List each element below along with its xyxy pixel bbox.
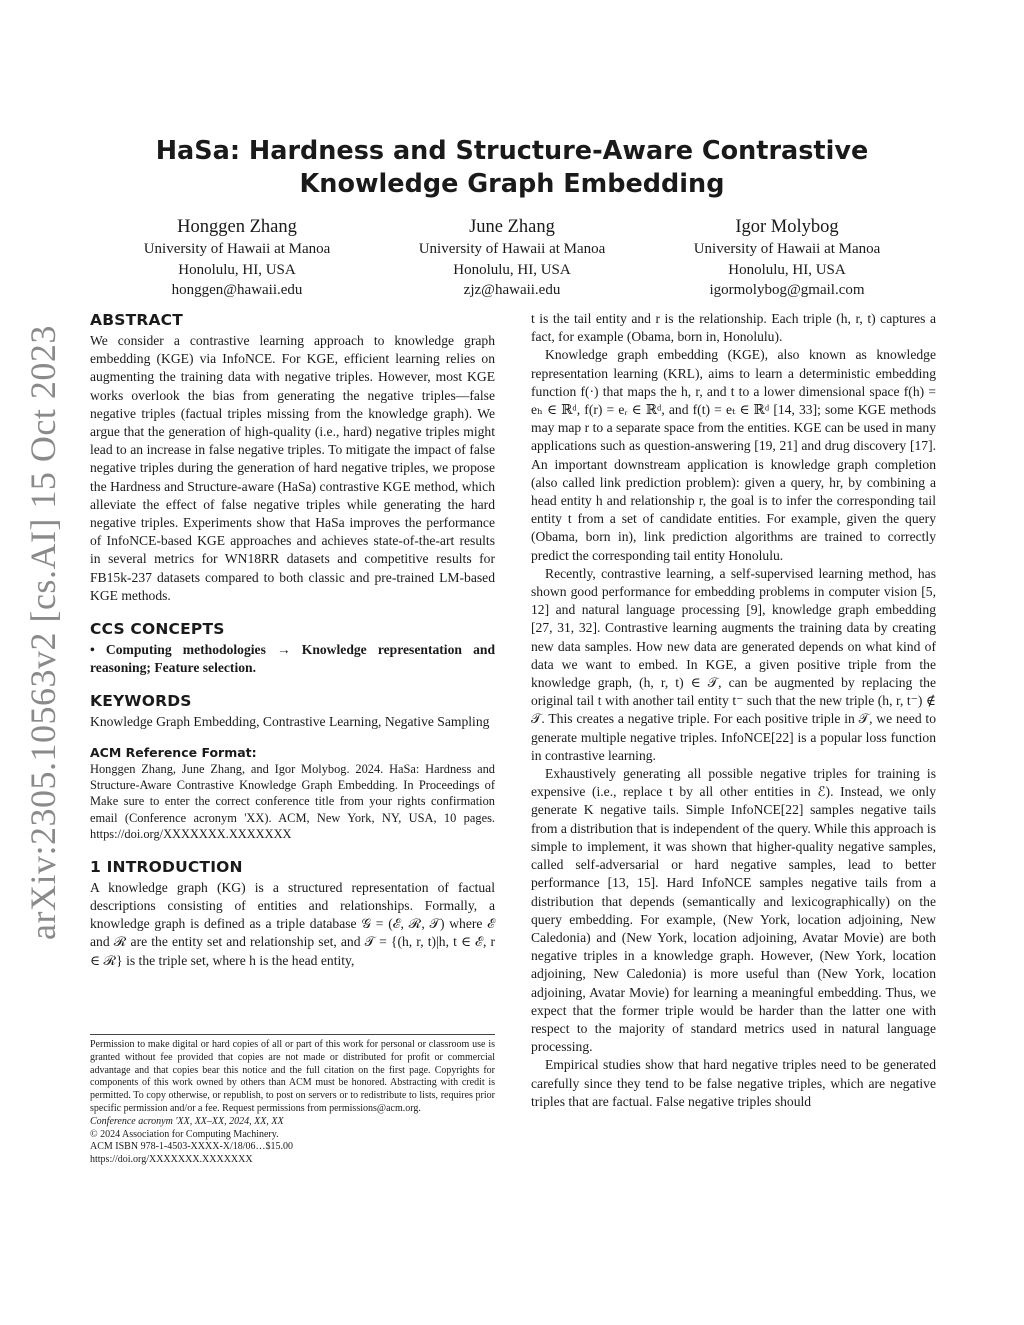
acm-reference-heading: ACM Reference Format: bbox=[90, 744, 257, 760]
introduction-heading: 1 INTRODUCTION bbox=[90, 857, 243, 876]
ccs-heading: CCS CONCEPTS bbox=[90, 620, 225, 639]
abstract-heading: ABSTRACT bbox=[90, 311, 184, 329]
intro-paragraph: Exhaustively generating all possible negative triples for training is expensive (i.e., replace t by all other entities in ℰ). Instead, we only generate K negative tails. Simple InfoNCE[22] samples negative tails from a distribution that is independent of the query. While this approach is simple to implement, it was shown that higher-quality negative samples, called self-adversarial or hard negative samples, lead to better performance [13, 15]. Hard InfoNCE samples negative tails from a distribution that depends (semantically and lexicographically) on the query embedding. For example, (New York, location adjoining, New Caledonia) and (New York, location adjoining, Avatar Movie) are both negative triples in a knowledge graph. However, (New York, location adjoining, New Caledonia) is more useful than (New York, location adjoining, Avatar Movie) for learning a meaningful embedding. Thus, we expect that the former triple would be harder than the latter one with respect to the majority of standard metrics used in natural language processing. bbox=[531, 766, 936, 1055]
left-column bbox=[90, 310, 495, 970]
permission-text: Permission to make digital or hard copies of all or part of this work for personal or classroom use is granted without fee provided that copies are not made or distributed for profit or commercial advantage and that copies bear this notice and the full citation on the first page. Copyrights for components of this work owned by others than ACM must be honored. Abstracting with credit is permitted. To copy otherwise, or republish, to post on servers or to redistribute to lists, requires prior specific permission and/or a fee. Request permissions from permissions@acm.org. bbox=[90, 1039, 495, 1114]
keywords-heading: KEYWORDS bbox=[90, 692, 192, 711]
author-location: Honolulu, HI, USA bbox=[178, 261, 296, 278]
isbn-line: ACM ISBN 978-1-4503-XXXX-X/18/06…$15.00 bbox=[90, 1141, 294, 1153]
author-email: igormolybog@gmail.com bbox=[709, 282, 865, 298]
acm-reference-text: Honggen Zhang, June Zhang, and Igor Molybog. 2024. HaSa: Hardness and Structure-Aware Contrastive Knowledge Graph Embedding. In Proceedings of Make sure to enter the correct conference title from your rights confirmation email (Conference acronym 'XX). ACM, New York, NY, USA, 10 pages. https://doi.org/XXXXXXX.XXXXXXX bbox=[90, 761, 495, 842]
paper-page: arXiv:2305.10563v2 [cs.AI] 15 Oct 2023 HaSa: Hardness and Structure-Aware Contrastive Knowledge Graph Embedding Honggen Zhang University of Hawaii at Manoa Honolulu, HI, USA honggen@hawaii.edu June Zhang University of Hawaii at Manoa Honolulu, HI, USA zjz@hawaii.edu Igor Molybog University of Hawaii at Manoa Honolulu, HI, USA igormolybog@gmail.com ABSTRACT We consider a contrastive learning approach to knowledge graph embedding (KGE) via InfoNCE. For KGE, efficient learning relies on augmenting the training data with negative triples. However, most KGE works overlook the bias from generating the negative triples—false negative triples (factual triples missing from the knowledge graph). We argue that the generation of high-quality (i.e., hard) negative triples might lead to an increase in false negative triples. To mitigate the impact of false negative triples during the generation of hard negative triples, we propose the Hardness and Structure-aware (HaSa) contrastive KGE method, which alleviate the effect of false negative triples while generating the hard negative triples. Experiments show that HaSa improves the performance of InfoNCE-based KGE approaches and achieves state-of-the-art results in several metrics for WN18RR datasets and competitive results for FB15k-237 datasets compared to both classic and pre-trained LM-based KGE methods. CCS CONCEPTS • Computing methodologies → Knowledge representation and reasoning; Feature selection. KEYWORDS Knowledge Graph Embedding, Contrastive Learning, Negative Sampling ACM Reference Format: Honggen Zhang, June Zhang, and Igor Molybog. 2024. HaSa: Hardness and Structure-Aware Contrastive Knowledge Graph Embedding. In Proceedings of Make sure to enter the correct conference title from your rights confirmation email (Conference acronym 'XX). ACM, New York, NY, USA, 10 pages. https://doi.org/XXXXXXX.XXXXXXX 1 INTRODUCTION A knowledge graph (KG) is a structured representation of factual descriptions consisting of entities and relationships. Formally, a knowledge graph is defined as a triple database 𝒢 = (ℰ, ℛ, 𝒯) where ℰ and ℛ are the entity set and relationship set, and 𝒯 = {(h, r, t)|h, t ∈ ℰ, r ∈ ℛ} is the triple set, where h is the head entity, t is the tail entity and r is the relationship. Each triple (h, r, t) captures a fact, for example (Obama, born in, Honolulu). Knowledge graph embedding (KGE), also known as knowledge representation learning (KRL), aims to learn a deterministic embedding function f(·) that maps the h, r, and t to a lower dimensional space f(h) = eₕ ∈ ℝᵈ, f(r) = eᵣ ∈ ℝᵈ, and f(t) = eₜ ∈ ℝᵈ [14, 33]; some KGE methods may map r to a separate space from the entities. KGE can be used in many applications such as question-answering [19, 21] and drug discovery [17]. An important downstream application is knowledge graph completion (also called link prediction problem): given a query, hr, by combining a head entity h and relationship r, the goal is to infer the corresponding tail entity t from a set of candidate entities. For example, given the query (Obama, born in), link prediction algorithms are trained to correctly predict the corresponding tail entity Honolulu. Recently, contrastive learning, a self-supervised learning method, has shown good performance for embedding problems in computer vision [5, 12] and natural language processing [9], knowledge graph embedding [27, 31, 32]. Contrastive learning augments the training data by creating new data samples. How new data are generated depends on what kind of data we want to embed. In KGE, a given positive triple from the knowledge graph, (h, r, t) ∈ 𝒯, can be augmented by replacing the original tail t with another tail entity t⁻ such that the new triple (h, r, t⁻) ∉ 𝒯. This creates a negative triple. For each positive triple in 𝒯, we need to generate multiple negative triples. InfoNCE[22] is a popular loss function in contrastive learning. Exhaustively generating all possible negative triples for training is expensive (i.e., replace t by all other entities in ℰ). Instead, we only generate K negative tails. Simple InfoNCE[22] samples negative tails from a distribution that is independent of the query. While this approach is simple to implement, it was shown that higher-quality negative samples, called self-adversarial or hard negative samples, lead to better performance [13, 15]. Hard InfoNCE samples negative tails from a distribution that depends (semantically and lexicographically) on the query embedding. For example, (New York, location adjoining, New Caledonia) and (New York, location adjoining, Avatar Movie) are both negative triples in a knowledge graph. However, (New York, location adjoining, New Caledonia) is more useful than (New York, location adjoining, Avatar Movie) for learning a meaningful embedding. Thus, we expect that the former triple would be harder than the latter one with respect to the majority of standard metrics used in natural language processing. Empirical studies show that hard negative triples need to be generated carefully since they tend to be false negative triples, which are negative triples that are factual. False negative triples should Permission to make digital or hard copies of all or part of this work for personal or classroom use is granted without fee provided that copies are not made or distributed for profit or commercial advantage and that copies bear this notice and the full citation on the first page. Copyrights for components of this work owned by others than ACM must be honored. Abstracting with credit is permitted. To copy otherwise, or republish, to post on servers or to redistribute to lists, requires prior specific permission and/or a fee. Request permissions from permissions@acm.org. Conference acronym 'XX, XX–XX, 2024, XX, XX © 2024 Association for Computing Machinery. ACM ISBN 978-1-4503-XXXX-X/18/06…$15.00 https://doi.org/XXXXXXX.XXXXXXX bbox=[23, 136, 936, 1166]
abstract-text: We consider a contrastive learning approach to knowledge graph embedding (KGE) via InfoNCE. For KGE, efficient learning relies on augmenting the training data with negative triples. However, most KGE works overlook the bias from generating the negative triples—false negative triples (factual triples missing from the knowledge graph). We argue that the generation of high-quality (i.e., hard) negative triples might lead to an increase in false negative triples. To mitigate the impact of false negative triples during the generation of hard negative triples, we propose the Hardness and Structure-aware (HaSa) contrastive KGE method, which alleviate the effect of false negative triples while generating the hard negative triples. Experiments show that HaSa improves the performance of InfoNCE-based KGE approaches and achieves state-of-the-art results in several metrics for WN18RR datasets and competitive results for FB15k-237 datasets compared to both classic and pre-trained LM-based KGE methods. bbox=[90, 333, 495, 603]
conference-line: Conference acronym 'XX, XX–XX, 2024, XX, XX bbox=[90, 1115, 284, 1127]
intro-paragraph: Empirical studies show that hard negative triples need to be generated carefully since they tend to be false negative triples, which are negative triples that are factual. False negative triples should bbox=[531, 1057, 936, 1109]
permission-notice bbox=[90, 1034, 495, 1167]
ccs-text: • Computing methodologies → Knowledge representation and reasoning; Feature selection. bbox=[90, 642, 495, 676]
copyright-line: © 2024 Association for Computing Machinery. bbox=[90, 1128, 279, 1140]
author-email: honggen@hawaii.edu bbox=[171, 282, 303, 298]
intro-paragraph: Knowledge graph embedding (KGE), also known as knowledge representation learning (KRL), aims to learn a deterministic embedding function f(·) that maps the h, r, and t to a lower dimensional space f(h) = eₕ ∈ ℝᵈ, f(r) = eᵣ ∈ ℝᵈ, and f(t) = eₜ ∈ ℝᵈ [14, 33]; some KGE methods may map r to a separate space from the entities. KGE can be used in many applications such as question-answering [19, 21] and drug discovery [17]. An important downstream application is knowledge graph completion (also called link prediction problem): given a query, hr, by combining a head entity h and relationship r, the goal is to infer the corresponding tail entity t from a set of candidate entities. For example, given the query (Obama, born in), link prediction algorithms are trained to correctly predict the corresponding tail entity Honolulu. bbox=[531, 347, 936, 563]
intro-paragraph: Recently, contrastive learning, a self-supervised learning method, has shown good performance for embedding problems in computer vision [5, 12] and natural language processing [9], knowledge graph embedding [27, 31, 32]. Contrastive learning augments the training data by creating new data samples. How new data are generated depends on what kind of data we want to embed. In KGE, a given positive triple from the knowledge graph, (h, r, t) ∈ 𝒯, can be augmented by replacing the original tail t with another tail entity t⁻ such that the new triple (h, r, t⁻) ∉ 𝒯. This creates a negative triple. For each positive triple in 𝒯, we need to generate multiple negative triples. InfoNCE[22] is a popular loss function in contrastive learning. bbox=[531, 565, 936, 763]
author-name: Igor Molybog bbox=[735, 217, 839, 237]
intro-paragraph: t is the tail entity and r is the relationship. Each triple (h, r, t) captures a fact, for example (Obama, born in, Honolulu). bbox=[531, 311, 936, 345]
author-affiliation: University of Hawaii at Manoa bbox=[143, 241, 331, 257]
author-block bbox=[637, 216, 937, 301]
keywords-text: Knowledge Graph Embedding, Contrastive Learning, Negative Sampling bbox=[90, 714, 490, 730]
author-name: June Zhang bbox=[469, 217, 555, 237]
right-column bbox=[531, 310, 936, 1111]
author-affiliation: University of Hawaii at Manoa bbox=[693, 241, 881, 257]
paper-title: HaSa: Hardness and Structure-Aware Contrastive Knowledge Graph Embedding bbox=[155, 136, 869, 199]
author-name: Honggen Zhang bbox=[177, 217, 297, 237]
author-location: Honolulu, HI, USA bbox=[453, 261, 571, 278]
intro-paragraph: A knowledge graph (KG) is a structured representation of factual descriptions consisting of entities and relationships. Formally, a knowledge graph is defined as a triple database 𝒢 = (ℰ, ℛ, 𝒯) where ℰ and ℛ are the entity set and relationship set, and 𝒯 = {(h, r, t)|h, t ∈ ℰ, r ∈ ℛ} is the triple set, where h is the head entity, bbox=[90, 879, 495, 968]
author-location: Honolulu, HI, USA bbox=[728, 261, 846, 278]
doi-line: https://doi.org/XXXXXXX.XXXXXXX bbox=[90, 1154, 253, 1166]
author-block bbox=[87, 216, 387, 301]
author-email: zjz@hawaii.edu bbox=[463, 282, 561, 298]
author-block bbox=[362, 216, 662, 301]
author-affiliation: University of Hawaii at Manoa bbox=[418, 241, 606, 257]
